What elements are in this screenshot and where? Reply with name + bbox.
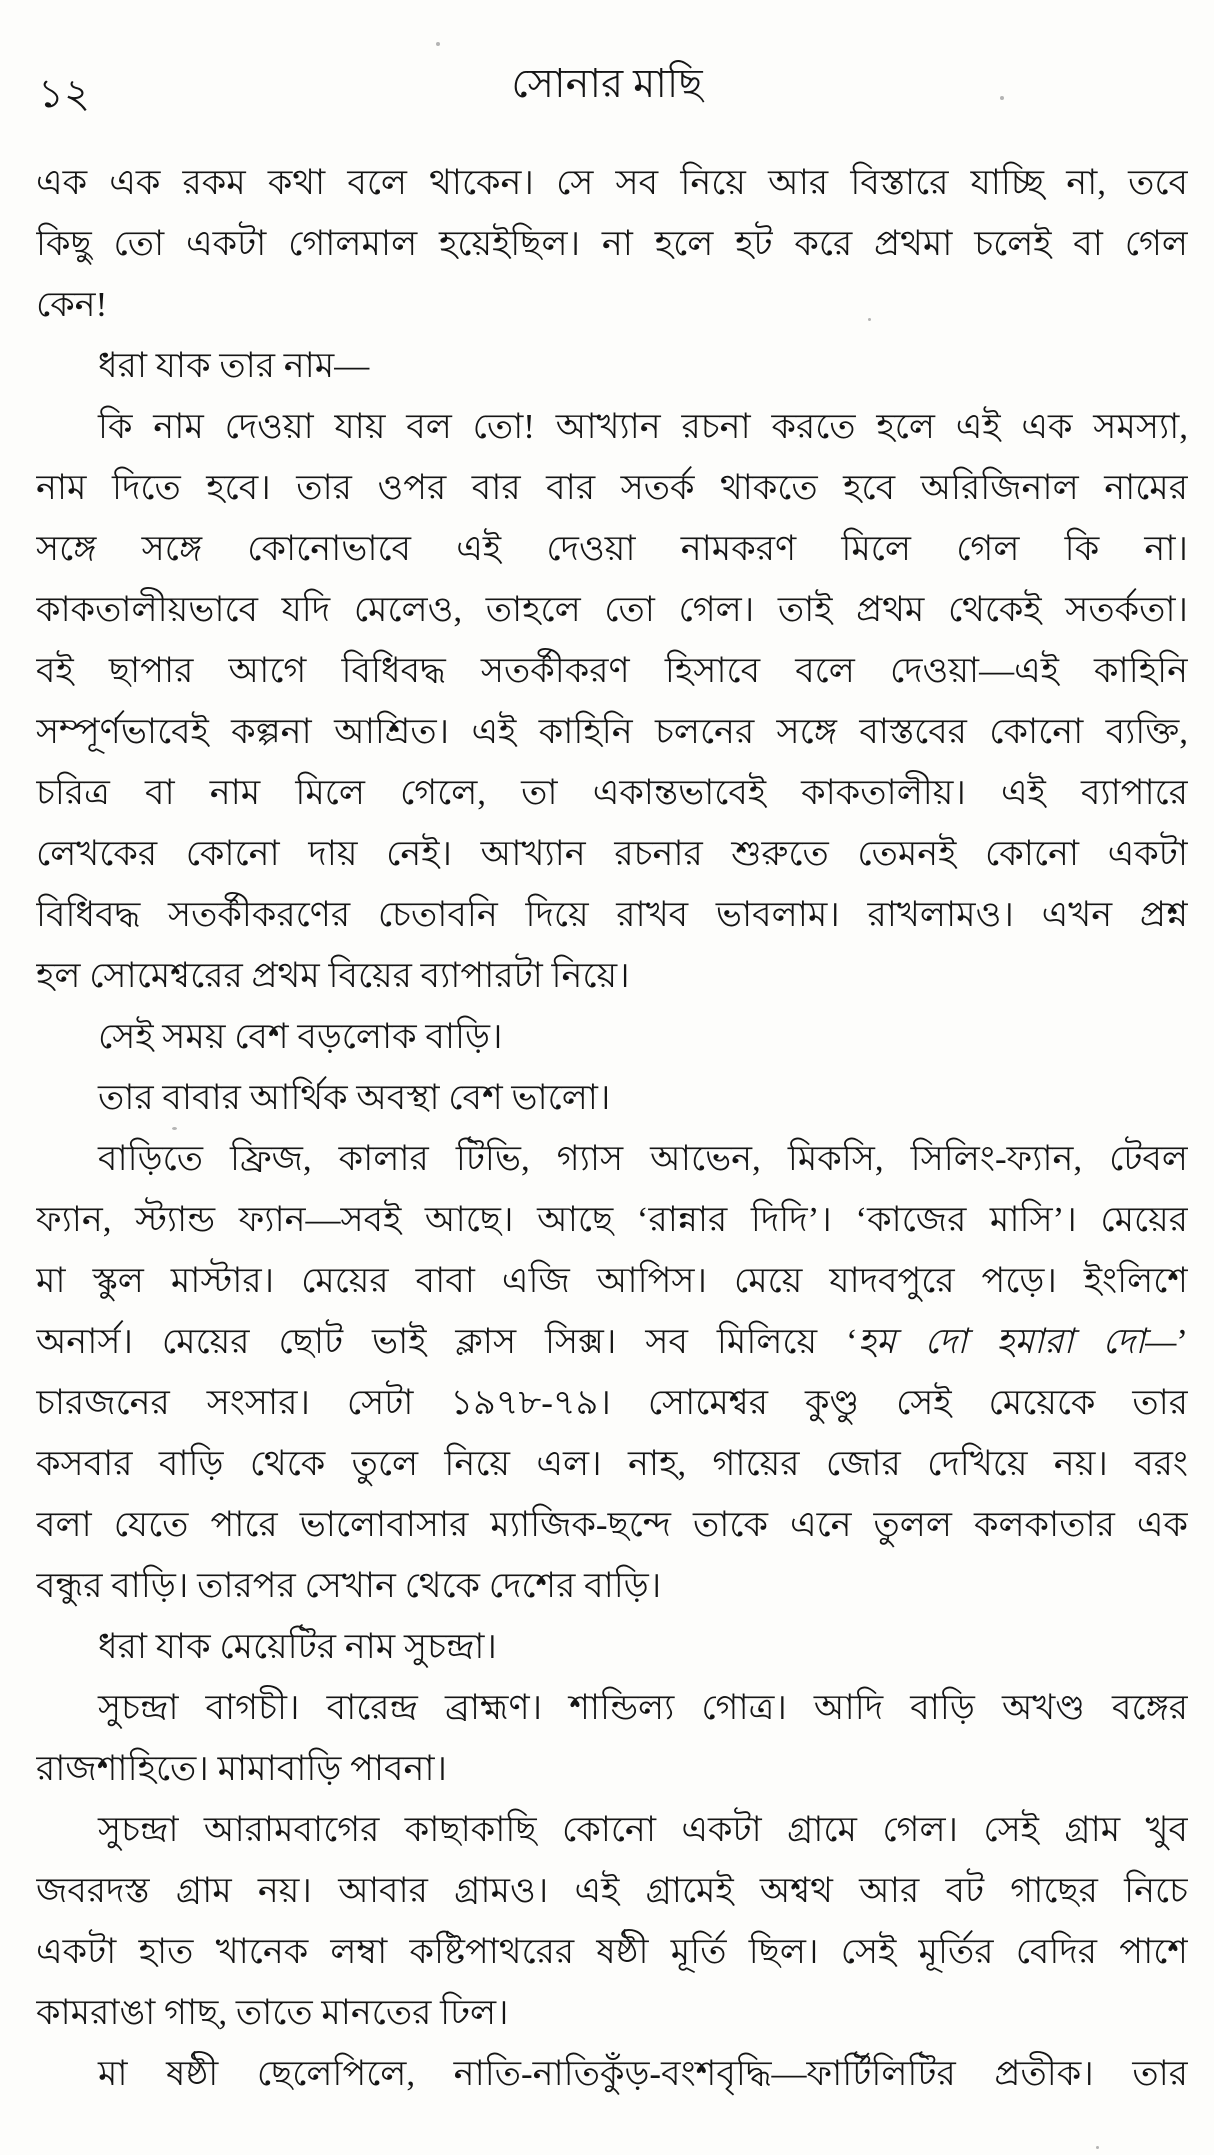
text-line	[36, 945, 1188, 1006]
text-line	[36, 274, 1188, 335]
text-segment: কসবার বাড়ি থেকে তুলে নিয়ে এল। নাহ, গায়ের জোর দেখিয়ে নয়। বরং	[36, 1444, 1188, 1483]
text-segment: চারজনের সংসার। সেটা ১৯৭৮-৭৯। সোমেশ্বর কুণ্ডু সেই মেয়েকে তার	[36, 1383, 1188, 1422]
text-segment: মা স্কুল মাস্টার। মেয়ের বাবা এজি আপিস। মেয়ে যাদবপুরে পড়ে। ইংলিশে	[36, 1261, 1188, 1300]
text-line	[36, 1189, 1188, 1250]
scan-speck	[868, 318, 871, 321]
text-segment: ধরা যাক মেয়েটির নাম সুচন্দ্রা।	[98, 1627, 497, 1666]
text-line	[36, 1860, 1188, 1921]
text-segment: কিছু তো একটা গোলমাল হয়েইছিল। না হলে হট করে প্রথমা চলেই বা গেল	[36, 224, 1188, 263]
text-line	[36, 1128, 1188, 1189]
text-line	[36, 640, 1188, 701]
text-line	[36, 1921, 1188, 1982]
text-line	[36, 1067, 1188, 1128]
text-segment: কাকতালীয়ভাবে যদি মেলেও, তাহলে তো গেল। তাই প্রথম থেকেই সতর্কতা।	[36, 590, 1188, 629]
text-segment: চরিত্র বা নাম মিলে গেলে, তা একান্তভাবেই কাকতালীয়। এই ব্যাপারে	[36, 773, 1188, 812]
text-line	[36, 1738, 1188, 1799]
text-segment: কামরাঙা গাছ, তাতে মানতের ঢিল।	[36, 1993, 509, 2032]
scan-speck	[1096, 2146, 1099, 2149]
text-line	[36, 152, 1188, 213]
text-line	[36, 579, 1188, 640]
text-segment: বিধিবদ্ধ সতর্কীকরণের চেতাবনি দিয়ে রাখব ভাবলাম। রাখলামও। এখন প্রশ্ন	[36, 895, 1188, 934]
text-line	[36, 1677, 1188, 1738]
text-line	[36, 1250, 1188, 1311]
text-line	[36, 1555, 1188, 1616]
text-segment: ’	[1176, 1322, 1188, 1361]
text-segment: একটা হাত খানেক লম্বা কষ্টিপাথরের ষষ্ঠী মূর্তি ছিল। সেই মূর্তির বেদির পাশে	[36, 1932, 1188, 1971]
text-line	[36, 213, 1188, 274]
page-number: ১২	[38, 71, 90, 116]
text-segment: হল সোমেশ্বরের প্রথম বিয়ের ব্যাপারটা নিয়ে।	[36, 956, 630, 995]
text-line	[36, 1006, 1188, 1067]
text-line	[36, 1311, 1188, 1372]
scan-speck	[436, 42, 440, 46]
text-segment: লেখকের কোনো দায় নেই। আখ্যান রচনার শুরুতে তেমনই কোনো একটা	[36, 834, 1188, 873]
text-block	[36, 152, 1188, 2104]
text-segment: সুচন্দ্রা বাগচী। বারেন্দ্র ব্রাহ্মণ। শান্ডিল্য গোত্র। আদি বাড়ি অখণ্ড বঙ্গের	[98, 1688, 1188, 1727]
text-segment: বলা যেতে পারে ভালোবাসার ম্যাজিক-ছন্দে তাকে এনে তুলল কলকাতার এক	[36, 1505, 1188, 1544]
running-head	[0, 58, 1214, 114]
text-segment: জবরদস্ত গ্রাম নয়। আবার গ্রামও। এই গ্রামেই অশ্বথ আর বট গাছের নিচে	[36, 1871, 1188, 1910]
text-segment: ফ্যান, স্ট্যান্ড ফ্যান—সবই আছে। আছে ‘রান্নার দিদি’। ‘কাজের মাসি’। মেয়ের	[36, 1200, 1188, 1239]
text-line	[36, 762, 1188, 823]
text-line	[36, 335, 1188, 396]
text-line	[36, 1616, 1188, 1677]
text-line	[36, 1372, 1188, 1433]
text-segment: অনার্স। মেয়ের ছোট ভাই ক্লাস সিক্স। সব মিলিয়ে ‘	[36, 1322, 858, 1361]
text-line	[36, 1982, 1188, 2043]
text-line	[36, 1799, 1188, 1860]
text-line	[36, 396, 1188, 457]
text-segment: তার বাবার আর্থিক অবস্থা বেশ ভালো।	[98, 1078, 611, 1117]
text-line	[36, 823, 1188, 884]
scan-speck	[1000, 96, 1004, 100]
text-line	[36, 884, 1188, 945]
text-line	[36, 1433, 1188, 1494]
page-header-title: সোনার মাছি	[511, 61, 703, 106]
scan-speck	[172, 1127, 177, 1130]
text-line	[36, 701, 1188, 762]
text-segment: কি নাম দেওয়া যায় বল তো! আখ্যান রচনা করতে হলে এই এক সমস্যা,	[98, 407, 1188, 446]
text-segment: বই ছাপার আগে বিধিবদ্ধ সতর্কীকরণ হিসাবে বলে দেওয়া—এই কাহিনি	[36, 651, 1188, 690]
text-segment: বন্ধুর বাড়ি। তারপর সেখান থেকে দেশের বাড়ি।	[36, 1566, 662, 1605]
text-segment: হম দো হমারা দো—	[857, 1322, 1177, 1361]
text-segment: ধরা যাক তার নাম—	[98, 346, 370, 385]
text-segment: সেই সময় বেশ বড়লোক বাড়ি।	[98, 1017, 503, 1056]
text-segment: সুচন্দ্রা আরামবাগের কাছাকাছি কোনো একটা গ্রামে গেল। সেই গ্রাম খুব	[98, 1810, 1188, 1849]
text-segment: এক এক রকম কথা বলে থাকেন। সে সব নিয়ে আর বিস্তারে যাচ্ছি না, তবে	[36, 163, 1188, 202]
text-segment: সঙ্গে সঙ্গে কোনোভাবে এই দেওয়া নামকরণ মিলে গেল কি না।	[36, 529, 1188, 568]
text-segment: মা ষষ্ঠী ছেলেপিলে, নাতি-নাতিকুঁড়-বংশবৃদ্ধি—ফার্টিলিটির প্রতীক। তার	[98, 2054, 1188, 2093]
text-line	[36, 518, 1188, 579]
text-segment: কেন!	[36, 285, 108, 324]
text-line	[36, 1494, 1188, 1555]
text-line	[36, 457, 1188, 518]
text-segment: সম্পূর্ণভাবেই কল্পনা আশ্রিত। এই কাহিনি চলনের সঙ্গে বাস্তবের কোনো ব্যক্তি,	[36, 712, 1188, 751]
text-segment: নাম দিতে হবে। তার ওপর বার বার সতর্ক থাকতে হবে অরিজিনাল নামের	[36, 468, 1188, 507]
text-line	[36, 2043, 1188, 2104]
text-segment: বাড়িতে ফ্রিজ, কালার টিভি, গ্যাস আভেন, মিকসি, সিলিং-ফ্যান, টেবল	[98, 1139, 1188, 1178]
text-segment: রাজশাহিতে। মামাবাড়ি পাবনা।	[36, 1749, 448, 1788]
